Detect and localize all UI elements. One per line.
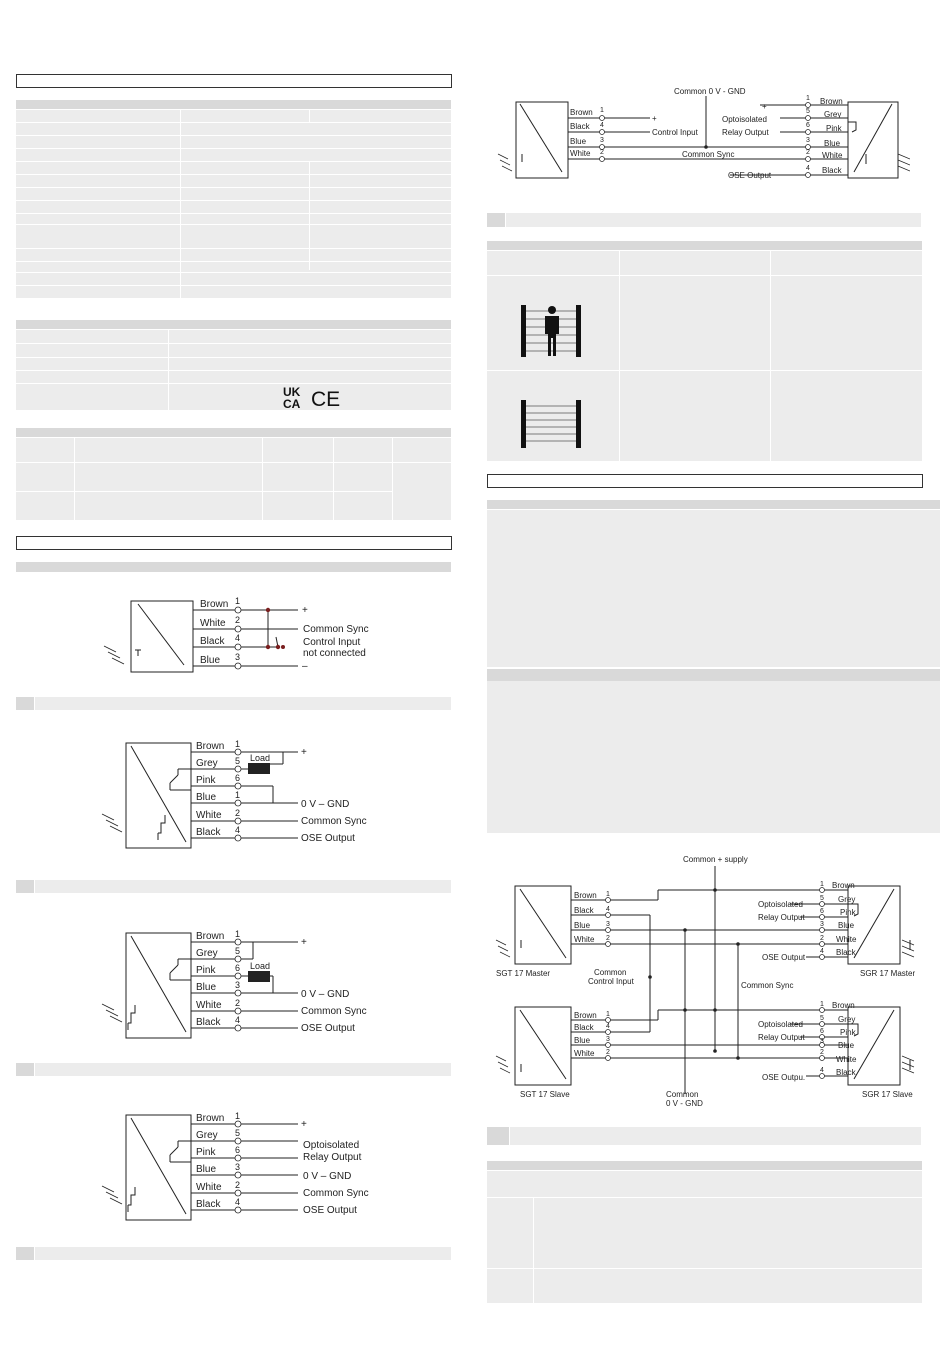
d6-slave-right: SGR 17 Slave — [862, 1090, 913, 1099]
subhead-bar-1 — [35, 697, 451, 710]
spec-table-2 — [16, 330, 451, 410]
text-block-2 — [487, 681, 940, 833]
d5-lwire-black: Black — [570, 122, 590, 131]
d6-s-rterm-4: 4 — [820, 1067, 824, 1074]
d4-wire-grey: Grey — [196, 1130, 218, 1141]
person-light-curtain-icon — [518, 303, 584, 359]
bottom-table — [487, 1171, 922, 1303]
d6-ose: OSE Output — [762, 953, 806, 962]
d5-rwire-pink: Pink — [826, 124, 842, 133]
d6-s-lwire-brown: Brown — [574, 1011, 597, 1020]
image-table-header — [487, 241, 922, 250]
d5-lwire-brown: Brown — [570, 108, 593, 117]
d6-s-rwire-pink: Pink — [840, 1028, 856, 1037]
d4-wire-brown: Brown — [196, 1113, 225, 1124]
d6-s-lwire-blue: Blue — [574, 1036, 591, 1045]
d6-s-rwire-black: Black — [836, 1068, 856, 1077]
d3-wire-white: White — [196, 1000, 222, 1011]
d6-s-rterm-1: 1 — [820, 1001, 824, 1008]
d5-rterm-6: 6 — [806, 122, 810, 129]
d6-m-lterm-2: 2 — [606, 935, 610, 942]
d6-s-lterm-1: 1 — [606, 1011, 610, 1018]
d5-lterm-3: 3 — [600, 137, 604, 144]
d6-m-rwire-brown: Brown — [832, 881, 855, 890]
d4-term-1: 1 — [235, 1111, 241, 1121]
d6-m-lterm-3: 3 — [606, 921, 610, 928]
text-block-2-header — [487, 669, 940, 681]
wiring-diagram-5 — [490, 84, 910, 184]
subhead-bar-6 — [510, 1127, 921, 1145]
wiring-diagram-3 — [98, 928, 388, 1040]
d6-common-ctrl-1: Common — [594, 968, 627, 977]
d2-sync: Common Sync — [301, 816, 367, 827]
bottom-table-header — [487, 1161, 922, 1170]
d2-wire-pink: Pink — [196, 775, 216, 786]
d2-term-1: 1 — [235, 739, 241, 749]
d3-term-2: 2 — [235, 998, 241, 1008]
d3-term-6: 6 — [235, 963, 241, 973]
d6-m-lwire-brown: Brown — [574, 891, 597, 900]
d6-m-rterm-2: 2 — [820, 935, 824, 942]
d6-s-lterm-3: 3 — [606, 1036, 610, 1043]
d4-opto: Optoisolated — [303, 1140, 360, 1151]
d2-term-5: 5 — [235, 756, 241, 766]
d6-s-rwire-white: White — [836, 1055, 857, 1064]
d1-term-2: 2 — [235, 615, 241, 625]
text-block-1 — [487, 510, 940, 667]
subhead-bar-3 — [35, 1063, 451, 1076]
d3-term-3: 3 — [235, 980, 241, 990]
d5-ose: OSE Output — [728, 171, 772, 180]
d5-top-label: Common 0 V - GND — [674, 87, 746, 96]
d6-s-lwire-black: Black — [574, 1023, 594, 1032]
d6-s-rwire-grey: Grey — [838, 1015, 856, 1024]
d6-s-lwire-white: White — [574, 1049, 595, 1058]
d3-term-5: 5 — [235, 946, 241, 956]
d5-opto: Optoisolated — [722, 115, 767, 124]
d6-s-rterm-2: 2 — [820, 1049, 824, 1056]
d6-s-rterm-6: 6 — [820, 1028, 824, 1035]
d3-wire-brown: Brown — [196, 931, 225, 942]
spec-table-1-header — [16, 100, 451, 109]
d1-wire-brown: Brown — [200, 599, 229, 610]
d4-term-4: 4 — [235, 1197, 241, 1207]
subhead-square-2 — [16, 880, 34, 893]
d3-term-1: 1 — [235, 929, 241, 939]
d4-ose: OSE Output — [303, 1205, 357, 1216]
d2-term-6: 6 — [235, 773, 241, 783]
d4-relay: Relay Output — [303, 1152, 362, 1163]
d6-m-rwire-white: White — [836, 935, 857, 944]
d3-term-4: 4 — [235, 1015, 241, 1025]
d6-master-left: SGT 17 Master — [496, 969, 551, 978]
d6-m-rterm-6: 6 — [820, 908, 824, 915]
spec-table-3-header — [16, 428, 451, 437]
d5-plus: + — [652, 114, 657, 123]
d6-top-label: Common + supply — [683, 855, 748, 864]
d2-wire-brown: Brown — [196, 741, 225, 752]
wiring-diagram-6 — [490, 852, 940, 1112]
d3-plus: + — [301, 937, 307, 948]
subhead-square-6 — [487, 1127, 509, 1145]
d6-s-rwire-brown: Brown — [832, 1001, 855, 1010]
d1-term-3: 3 — [235, 652, 241, 662]
d4-term-5: 5 — [235, 1128, 241, 1138]
wiring-diagram-1 — [98, 594, 388, 676]
d3-sync: Common Sync — [301, 1006, 367, 1017]
d2-wire-grey: Grey — [196, 758, 218, 769]
section-box-3 — [487, 474, 923, 488]
d3-load: Load — [250, 961, 271, 971]
d4-term-3: 3 — [235, 1162, 241, 1172]
d6-gnd-2: 0 V - GND — [666, 1099, 703, 1108]
subhead-bar-5 — [506, 213, 921, 227]
d1-minus: – — [302, 661, 308, 672]
d4-wire-black: Black — [196, 1199, 221, 1210]
d6-s-rwire-blue: Blue — [838, 1041, 855, 1050]
d2-wire-blue: Blue — [196, 792, 217, 803]
spec-table-1 — [16, 110, 451, 298]
d5-rplus: + — [762, 102, 767, 111]
text-block-1-header — [487, 500, 940, 509]
d6-m-lterm-4: 4 — [606, 906, 610, 913]
d6-m-rterm-3: 3 — [820, 921, 824, 928]
d6-m-lwire-blue: Blue — [574, 921, 591, 930]
d6-m-rwire-black: Black — [836, 948, 856, 957]
section-box-2 — [16, 536, 452, 550]
ukca-mark-bottom: CA — [283, 397, 301, 411]
d6-m-rwire-grey: Grey — [838, 895, 856, 904]
d5-lterm-4: 4 — [600, 122, 604, 129]
d1-plus: + — [302, 605, 308, 616]
d1-control: Control Input — [303, 637, 361, 648]
d6-s-rterm-3: 3 — [820, 1038, 824, 1045]
d5-rterm-1: 1 — [806, 95, 810, 102]
d2-ose: OSE Output — [301, 833, 355, 844]
d6-slave-left: SGT 17 Slave — [520, 1090, 570, 1099]
d3-wire-black: Black — [196, 1017, 221, 1028]
d2-term-1b: 1 — [235, 790, 241, 800]
subhead-square-4 — [16, 1247, 34, 1260]
d6-master-right: SGR 17 Master — [860, 969, 916, 978]
d2-load: Load — [250, 753, 271, 763]
d6-m-lwire-white: White — [574, 935, 595, 944]
d6-m-rwire-pink: Pink — [840, 908, 856, 917]
d6-sync: Common Sync — [741, 981, 794, 990]
d5-rterm-4: 4 — [806, 165, 810, 172]
d6-s-lterm-2: 2 — [606, 1049, 610, 1056]
d5-rterm-3: 3 — [806, 137, 810, 144]
subhead-square-3 — [16, 1063, 34, 1076]
wiring-header-1 — [16, 562, 451, 572]
d6-s-relay: Relay Output — [758, 1033, 805, 1042]
d2-term-2: 2 — [235, 808, 241, 818]
subhead-square-5 — [487, 213, 505, 227]
d6-m-rterm-1: 1 — [820, 881, 824, 888]
d4-sync: Common Sync — [303, 1188, 369, 1199]
d5-rterm-2: 2 — [806, 149, 810, 156]
d6-s-ose: OSE Outpu. — [762, 1073, 806, 1082]
d5-rwire-grey: Grey — [824, 110, 842, 119]
ce-mark: CE — [311, 388, 341, 411]
spec-table-2-header — [16, 320, 451, 329]
d5-lterm-1: 1 — [600, 107, 604, 114]
d3-wire-pink: Pink — [196, 965, 216, 976]
d6-m-lwire-black: Black — [574, 906, 594, 915]
d5-control: Control Input — [652, 128, 698, 137]
d2-plus: + — [301, 747, 307, 758]
d1-wire-blue: Blue — [200, 655, 221, 666]
d5-rwire-brown: Brown — [820, 97, 843, 106]
d6-m-rwire-blue: Blue — [838, 921, 855, 930]
ukca-mark-top: UK — [283, 385, 301, 399]
d6-m-rterm-4: 4 — [820, 948, 824, 955]
d2-term-4: 4 — [235, 825, 241, 835]
section-box-1 — [16, 74, 452, 88]
d6-gnd-1: Common — [666, 1090, 699, 1099]
d4-gnd: 0 V – GND — [303, 1171, 352, 1182]
subhead-bar-2 — [35, 880, 451, 893]
subhead-square-1 — [16, 697, 34, 710]
d2-wire-white: White — [196, 810, 222, 821]
d5-rwire-blue: Blue — [824, 139, 841, 148]
d1-term-4: 4 — [235, 633, 241, 643]
d5-lterm-2: 2 — [600, 149, 604, 156]
wiring-diagram-4 — [98, 1110, 388, 1222]
d6-relay: Relay Output — [758, 913, 805, 922]
d2-gnd: 0 V – GND — [301, 799, 350, 810]
d6-m-rterm-5: 5 — [820, 895, 824, 902]
d5-rwire-white: White — [822, 151, 843, 160]
subhead-bar-4 — [35, 1247, 451, 1260]
d6-opto: Optoisolated — [758, 900, 803, 909]
d5-lwire-blue: Blue — [570, 137, 587, 146]
d4-term-2: 2 — [235, 1180, 241, 1190]
d4-wire-blue: Blue — [196, 1164, 217, 1175]
d4-wire-pink: Pink — [196, 1147, 216, 1158]
d5-sync: Common Sync — [682, 150, 735, 159]
d3-wire-blue: Blue — [196, 982, 217, 993]
wiring-diagram-2 — [98, 738, 388, 850]
d6-common-ctrl-2: Control Input — [588, 977, 634, 986]
certification-marks — [280, 385, 344, 411]
d1-wire-white: White — [200, 618, 226, 629]
d4-wire-white: White — [196, 1182, 222, 1193]
d5-lwire-white: White — [570, 149, 591, 158]
d1-term-1: 1 — [235, 596, 241, 606]
d5-relay: Relay Output — [722, 128, 769, 137]
d5-rterm-5: 5 — [806, 108, 810, 115]
d5-rwire-black: Black — [822, 166, 842, 175]
d3-ose: OSE Output — [301, 1023, 355, 1034]
d2-wire-black: Black — [196, 827, 221, 838]
d4-plus: + — [301, 1119, 307, 1130]
spec-table-3 — [16, 438, 451, 520]
d1-sync: Common Sync — [303, 624, 369, 635]
d6-m-lterm-1: 1 — [606, 891, 610, 898]
d6-s-opto: Optoisolated — [758, 1020, 803, 1029]
d1-wire-black: Black — [200, 636, 225, 647]
d3-wire-grey: Grey — [196, 948, 218, 959]
light-curtain-icon — [518, 398, 584, 450]
d4-term-6: 6 — [235, 1145, 241, 1155]
d6-s-rterm-5: 5 — [820, 1015, 824, 1022]
d3-gnd: 0 V – GND — [301, 989, 350, 1000]
d6-s-lterm-4: 4 — [606, 1023, 610, 1030]
d1-notconn: not connected — [303, 648, 366, 659]
